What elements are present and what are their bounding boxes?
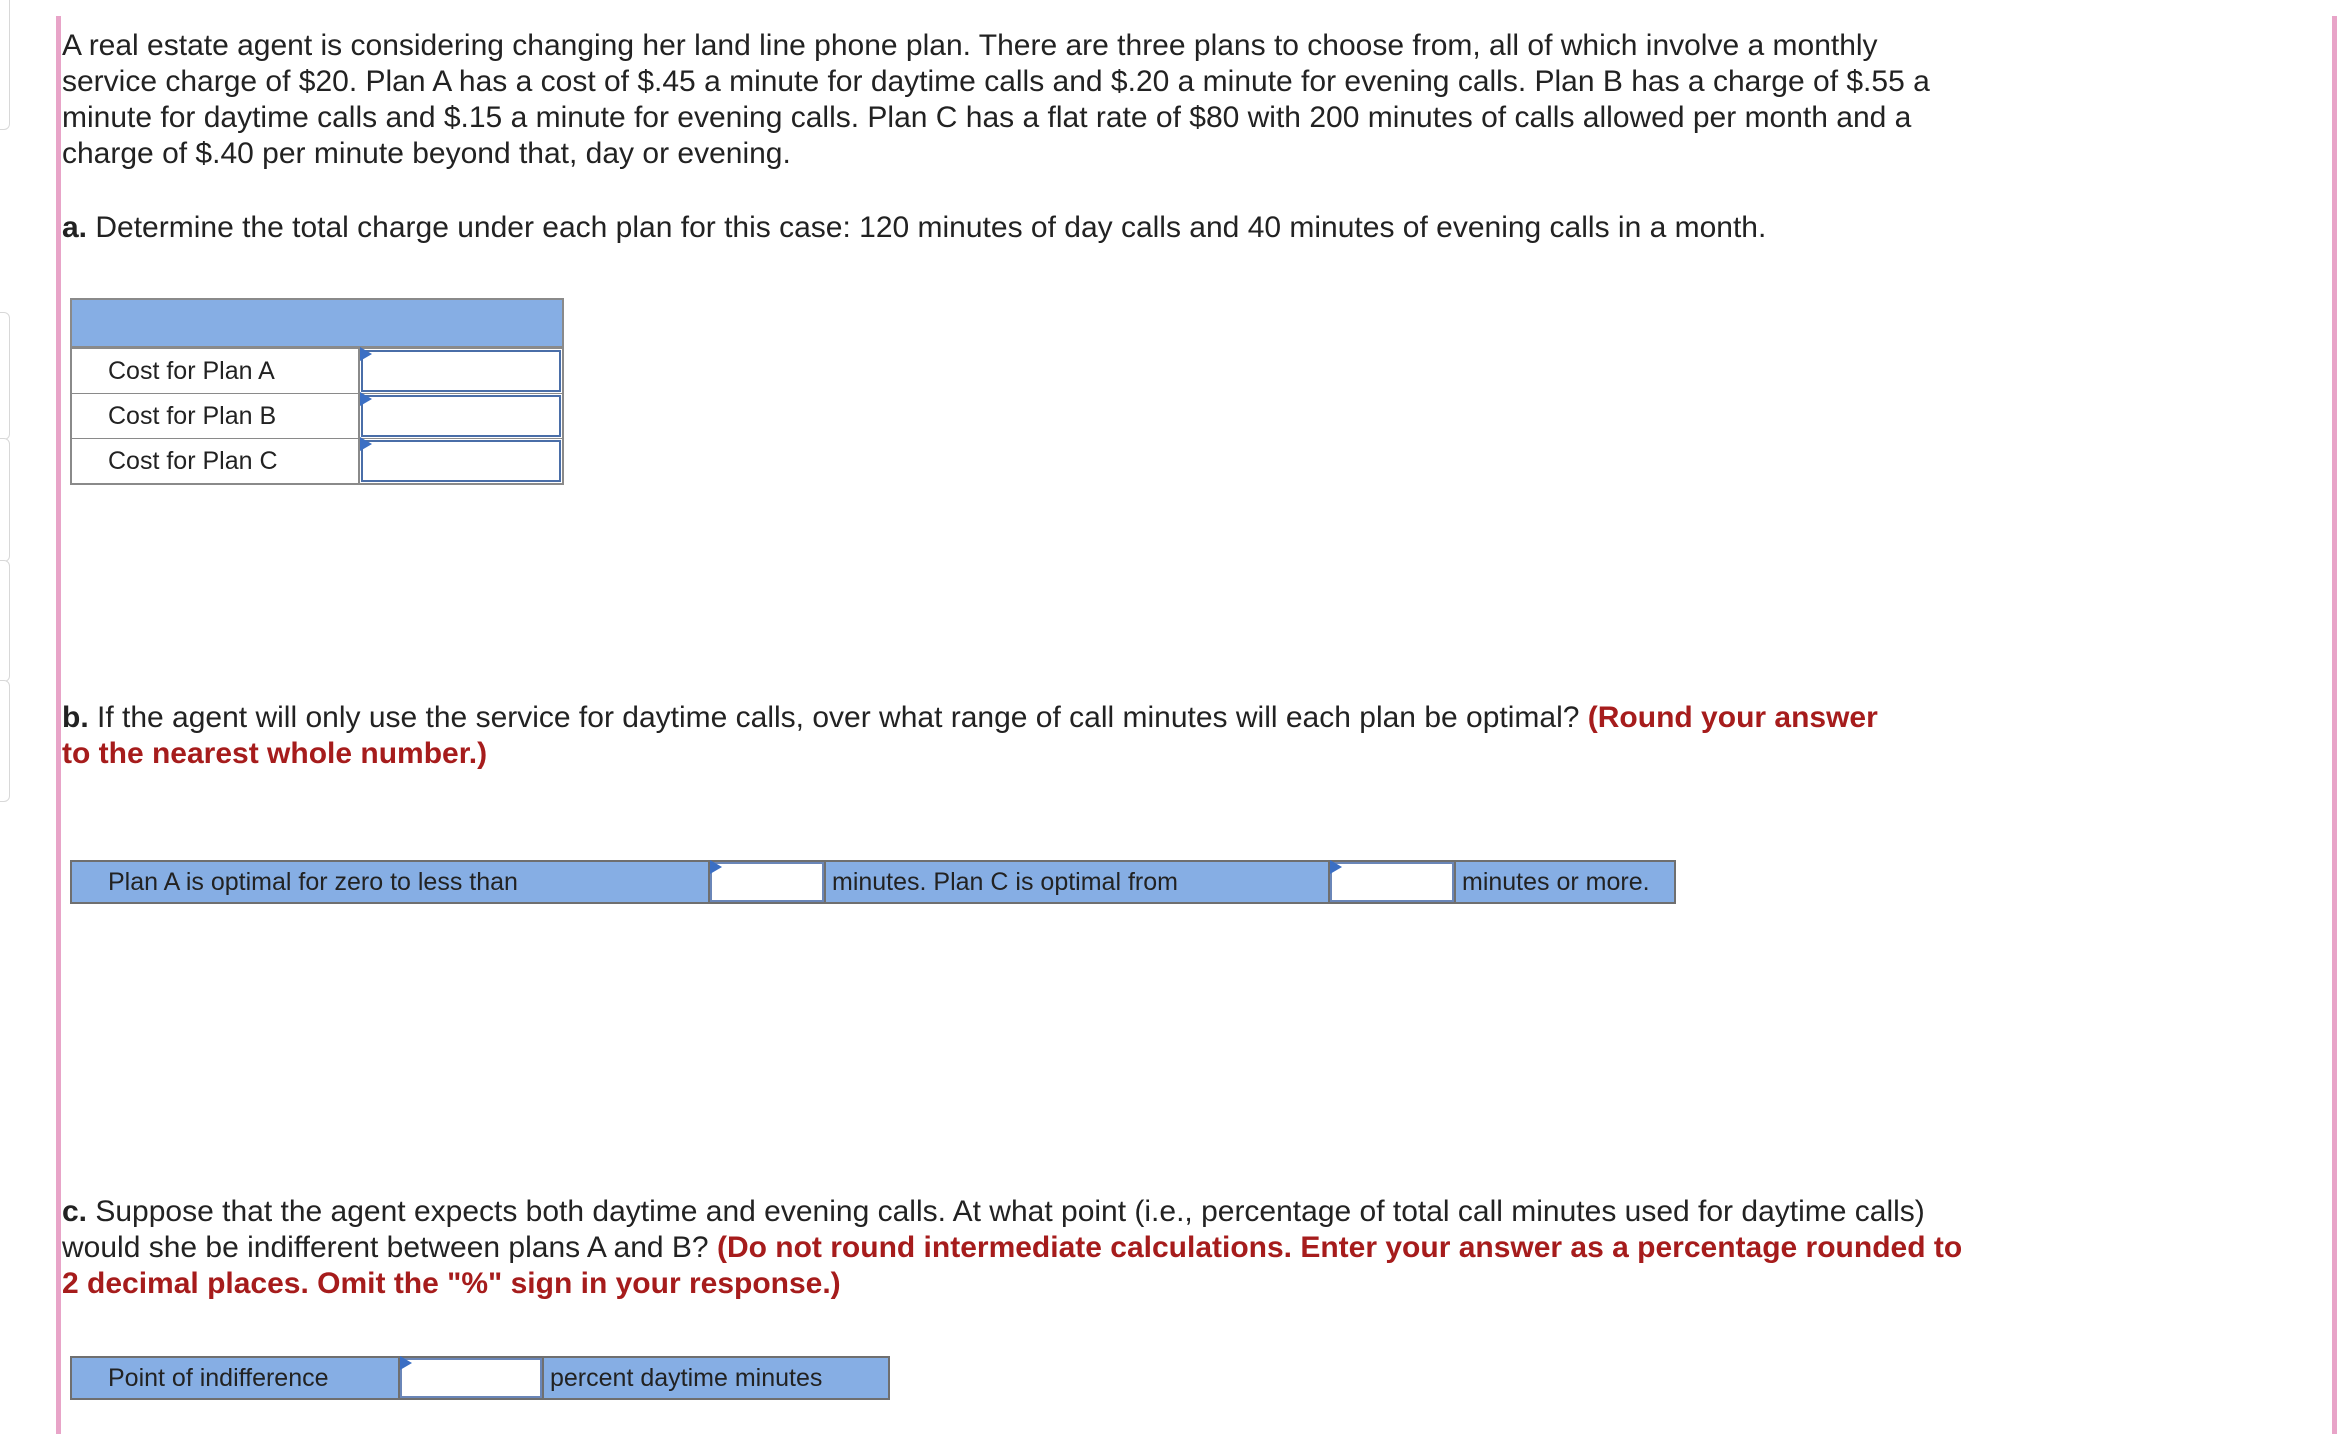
answer-cell [360, 394, 562, 438]
point-of-indifference-input[interactable] [400, 1358, 542, 1398]
part-c-input-wrap [398, 1358, 544, 1398]
right-accent-rule [2332, 16, 2337, 1434]
part-c-label: Point of indifference [108, 1364, 329, 1392]
left-accent-rule [56, 16, 61, 1434]
part-a-table-header [72, 300, 562, 348]
plan-c-min-minutes-input[interactable] [1330, 862, 1454, 902]
part-c-label: c. [62, 1195, 88, 1228]
answer-flag-icon [360, 347, 372, 361]
answer-flag-icon [1330, 860, 1342, 874]
answer-cell [360, 349, 562, 393]
part-a-table [70, 298, 564, 485]
part-b-input-1-wrap [708, 862, 826, 902]
left-tab[interactable] [0, 0, 10, 130]
left-tab[interactable] [0, 438, 10, 562]
left-tab[interactable] [0, 680, 10, 802]
row-label: Cost for Plan B [72, 394, 360, 438]
part-b-text-3: minutes or more. [1462, 868, 1650, 896]
part-b-prompt [62, 700, 1912, 772]
plan-c-cost-input[interactable] [361, 440, 561, 482]
part-a-label: a. [62, 211, 88, 244]
table-row [72, 393, 562, 438]
question-intro: A real estate agent is considering changing her land line phone plan. There are three plans to choose from, all of which involve a monthly service charge of $20. Plan A has a cost of $.45 a minute for daytime calls and $.20 a minute for evening calls. Plan B has a charge of $.55 a minute for daytime calls and $.15 a minute for evening calls. Plan C has a flat rate of $80 with 200 minutes of calls allowed per month and a charge of $.40 per minute beyond that, day or evening. [62, 29, 1930, 170]
part-b-input-2-wrap [1328, 862, 1456, 902]
part-c-instruction: (Do not round intermediate calculations. Enter your answer as a percentage rounded to 2 decimal places. Omit the "%" sign in your response.) [62, 1231, 1963, 1300]
left-tab[interactable] [0, 312, 10, 440]
part-b-text-2: minutes. Plan C is optimal from [832, 868, 1178, 896]
part-c-prompt [62, 1194, 1972, 1302]
answer-flag-icon [710, 860, 722, 874]
part-a-prompt [62, 210, 1972, 246]
answer-flag-icon [400, 1356, 412, 1370]
part-b-answer-row [70, 860, 1676, 904]
answer-flag-icon [360, 437, 372, 451]
part-c-suffix: percent daytime minutes [550, 1364, 823, 1392]
table-row [72, 438, 562, 483]
part-c-answer-row [70, 1356, 890, 1400]
answer-cell [360, 439, 562, 483]
plan-a-cost-input[interactable] [361, 350, 561, 392]
part-b-text-1: Plan A is optimal for zero to less than [108, 868, 518, 896]
table-row [72, 348, 562, 393]
row-label: Cost for Plan A [72, 349, 360, 393]
part-b-instruction: (Round your answer to the nearest whole number.) [62, 701, 1878, 770]
part-a-text: Determine the total charge under each plan for this case: 120 minutes of day calls and 40 minutes of evening calls in a month. [87, 211, 1767, 244]
row-label: Cost for Plan C [72, 439, 360, 483]
plan-b-cost-input[interactable] [361, 395, 561, 437]
left-tab-strip [0, 0, 10, 1434]
part-c-text: Suppose that the agent expects both daytime and evening calls. At what point (i.e., percentage of total call minutes used for daytime calls) would she be indifferent between plans A and B? [62, 1195, 1925, 1264]
left-tab[interactable] [0, 560, 10, 682]
part-b-text: If the agent will only use the service for daytime calls, over what range of call minutes will each plan be optimal? [88, 701, 1580, 734]
part-b-label: b. [62, 701, 89, 734]
plan-a-max-minutes-input[interactable] [710, 862, 824, 902]
answer-flag-icon [360, 392, 372, 406]
